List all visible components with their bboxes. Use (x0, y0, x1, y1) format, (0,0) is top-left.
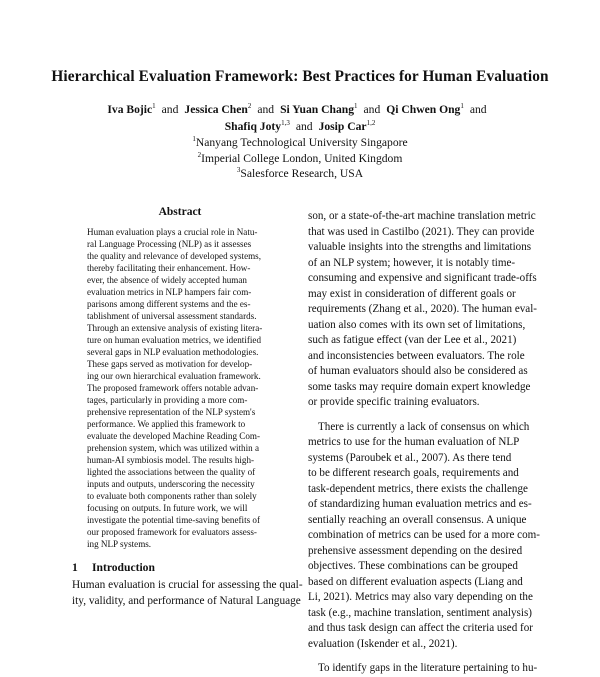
text-line: prehensive representation of the NLP system's (87, 407, 256, 417)
text-line: performance. We applied this framework to (87, 419, 246, 429)
author-name: Qi Chwen Ong$^1$ (386, 102, 464, 116)
text-line: inputs and outputs, underscoring the necessity (87, 479, 255, 489)
author-separator: and (295, 119, 313, 133)
abstract-body (87, 226, 280, 550)
affiliation: $^3$Salesforce Research, USA (236, 166, 364, 180)
text-line: ever, the absence of widely accepted human (87, 275, 247, 285)
text-line: ing our own hierarchical evaluation framework. (87, 371, 261, 381)
text-line: and inconsistencies between evaluators. The role (308, 349, 525, 362)
text-line: consuming and expensive and significant trade-offs (308, 272, 537, 284)
author-separator: and (363, 103, 381, 116)
text-line: Human evaluation is crucial for assessing the qual- (72, 579, 303, 591)
text-line: To identify gaps in the literature pertaining to hu- (318, 662, 538, 674)
text-line: requirements (Zhang et al., 2020). The human eval- (308, 303, 537, 315)
text-line: that was used in Castilbo (2021). They can provide (308, 225, 535, 238)
text-line: valuable insights into the strengths and limitations (308, 241, 532, 253)
affiliation: $^2$Imperial College London, United Kingdom (197, 150, 403, 165)
text-line: human-AI symbiosis model. The results high- (87, 455, 255, 465)
author-line-1 (40, 102, 560, 119)
text-line: the quality and relevance of developed systems, (87, 251, 261, 261)
text-line: combination of metrics can be used for a more com- (308, 529, 540, 541)
text-line: sentially reaching an overall consensus. A unique (308, 513, 527, 526)
author-name: Jessica Chen$^2$ (184, 102, 252, 116)
section-title: Introduction (92, 561, 155, 574)
text-line: ing NLP systems. (87, 539, 152, 549)
text-line: some tasks may require domain expert knowledge (308, 380, 531, 393)
text-line: There is currently a lack of consensus on which (318, 420, 530, 433)
section-heading (72, 561, 155, 574)
text-line: Li, 2021). Metrics may also vary depending on the (308, 591, 533, 603)
text-line: prehension system, which was utilized within a (87, 443, 259, 453)
text-line: tages, particularly in providing a more com- (87, 395, 248, 405)
right-column (308, 209, 540, 677)
text-line: metrics to use for the human evaluation of NLP (308, 436, 520, 448)
paper-title: Hierarchical Evaluation Framework: Best Practices for Human Evaluation (51, 68, 549, 85)
author-name: Shafiq Joty$^{1,3}$ (224, 118, 290, 133)
author-name: Josip Car$^{1,2}$ (318, 118, 376, 133)
text-line: or provide specific training evaluators. (308, 396, 480, 408)
author-separator: and (469, 103, 487, 116)
paragraph (308, 209, 537, 411)
text-line: to evaluate both components rather than solely (87, 491, 257, 501)
paragraph (308, 420, 540, 653)
left-column (72, 206, 288, 550)
text-line: focusing on outputs. In future work, we will (87, 503, 248, 513)
text-line: These gaps served as motivation for develop- (87, 359, 253, 369)
author-name: Iva Bojic$^1$ (107, 102, 156, 116)
section-number: 1 (72, 561, 78, 574)
abstract-heading: Abstract (158, 206, 202, 218)
text-line: ral Language Processing (NLP) as it assesses (87, 239, 252, 249)
text-line: objectives. These combinations can be grouped (308, 560, 518, 572)
text-line: to be different research goals, requirements and (308, 467, 519, 479)
affiliations (40, 135, 560, 182)
text-line: parisons among different systems and the es- (87, 299, 251, 309)
text-line: evaluation (Iskender et al., 2021). (308, 637, 458, 650)
text-line: Through an extensive analysis of existing litera- (87, 323, 263, 333)
text-line: task-dependent metrics, there exists the challenge (308, 482, 528, 495)
text-line: task (e.g., machine translation, sentiment analysis) (308, 606, 532, 619)
text-line: investigate the potential time-saving benefits of (87, 515, 260, 525)
text-line: of an NLP system; however, it is notably time- (308, 256, 516, 269)
text-line: Human evaluation plays a crucial role in Natu- (87, 227, 258, 237)
text-line: son, or a state-of-the-art machine translation metric (308, 210, 536, 222)
text-line: several gaps in NLP evaluation methodologies. (87, 347, 259, 357)
author-name: Si Yuan Chang$^1$ (280, 102, 358, 116)
text-line: of human evaluators should also be considered as (308, 365, 528, 377)
text-line: of standardizing human evaluation metrics and es- (308, 498, 532, 510)
text-line: such as fatigue effect (van der Lee et al., 2021) (308, 334, 517, 346)
text-line: prehensive assessment depending on the desired (308, 544, 523, 557)
text-line: uation also comes with its own set of limitations, (308, 318, 526, 331)
text-line: The proposed framework offers notable advan- (87, 383, 259, 393)
text-line: and thus task design can affect the criteria used for (308, 622, 533, 634)
intro-body (72, 578, 303, 609)
text-line: lighted the associations between the quality of (87, 467, 256, 477)
text-line: may exist in consideration of different goals or (308, 287, 516, 300)
paragraph (308, 661, 538, 677)
text-line: systems (Paroubek et al., 2007). As there tend (308, 451, 512, 464)
text-line: thereby facilitating their enhancement. How- (87, 263, 251, 273)
text-line: tablishment of universal assessment standards. (87, 311, 257, 321)
author-separator: and (161, 103, 179, 116)
text-line: evaluate the developed Machine Reading Com- (87, 431, 260, 441)
text-line: ity, validity, and performance of Natural Language (72, 594, 301, 607)
text-line: evaluation metrics in NLP hampers fair com- (87, 287, 252, 297)
text-line: based on different evaluation aspects (Liang and (308, 575, 523, 588)
author-line-2 (40, 119, 560, 136)
affiliation: $^1$Nanyang Technological University Singapore (192, 135, 408, 149)
text-line: ture on human evaluation metrics, we identified (87, 335, 261, 345)
text-line: our proposed framework for evaluators assess- (87, 527, 257, 537)
author-list (40, 102, 560, 135)
author-separator: and (257, 103, 275, 116)
